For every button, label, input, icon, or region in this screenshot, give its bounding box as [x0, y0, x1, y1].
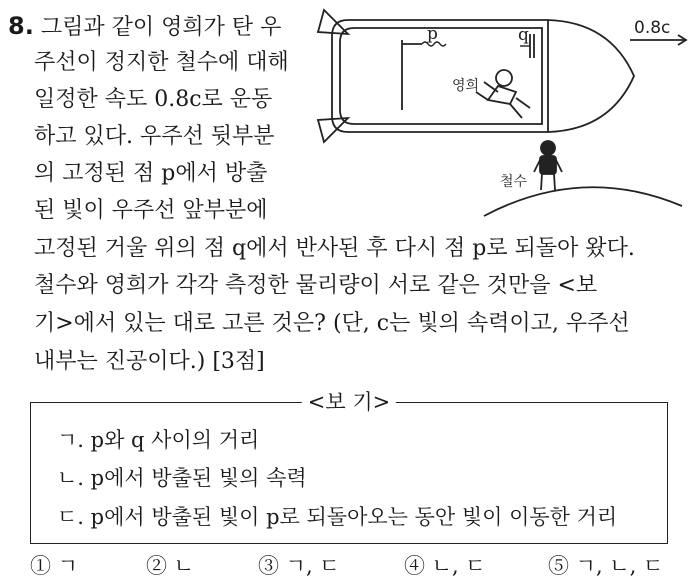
younghee-astronaut-figure [476, 70, 530, 118]
question-line-10: 내부는 진공이다.) [3점] [34, 349, 265, 374]
question-line-2: 주선이 정지한 철수에 대해 [34, 50, 289, 75]
question-line-7: 고정된 거울 위의 점 q에서 반사된 후 다시 점 p로 되돌아 왔다. [34, 236, 635, 261]
question-line-9: 기>에서 있는 대로 고른 것은? (단, c는 빛의 속력이고, 우주선 [34, 311, 630, 336]
label-velocity: 0.8c [634, 18, 671, 38]
question-line-4: 하고 있다. 우주선 뒷부분 [34, 124, 275, 149]
choice-1[interactable]: ① ㄱ [30, 554, 78, 578]
choice-3[interactable]: ③ ㄱ, ㄷ [258, 554, 340, 578]
bogi-item-2: ㄴ. p에서 방출된 빛의 속력 [57, 466, 307, 490]
label-q: q [518, 25, 529, 45]
question-line-5: 의 고정된 점 p에서 방출 [34, 161, 268, 186]
cheolsu-person-figure [534, 141, 562, 190]
question-text-1: 그림과 같이 영희가 탄 우 [40, 15, 282, 40]
bogi-item-1: ㄱ. p와 q 사이의 거리 [57, 428, 260, 452]
choice-2[interactable]: ② ㄴ [146, 554, 194, 578]
label-p: p [427, 24, 438, 44]
mirror-q [530, 34, 534, 58]
question-line-6: 된 빛이 우주선 앞부분에 [34, 198, 268, 223]
question-number: 8. [8, 12, 34, 40]
question-line-1 [8, 12, 281, 42]
bogi-item-3: ㄷ. p에서 방출된 빛이 p로 되돌아오는 동안 빛이 이동한 거리 [57, 505, 618, 529]
ground-hill [484, 187, 682, 216]
spaceship-hull-outer [332, 20, 634, 132]
label-younghee: 영희 [452, 78, 480, 94]
question-line-8: 철수와 영희가 각각 측정한 물리량이 서로 같은 것만을 <보 [34, 273, 598, 298]
question-line-3: 일정한 속도 0.8c로 운동 [34, 87, 273, 112]
bogi-title: <보 기> [302, 389, 396, 415]
label-cheolsu: 철수 [500, 174, 528, 190]
choice-4[interactable]: ④ ㄴ, ㄷ [404, 554, 486, 578]
spaceship-diagram-svg [312, 0, 694, 232]
bogi-box [30, 390, 668, 544]
spaceship-diagram [312, 0, 694, 232]
choice-5[interactable]: ⑤ ㄱ, ㄴ, ㄷ [548, 554, 664, 578]
